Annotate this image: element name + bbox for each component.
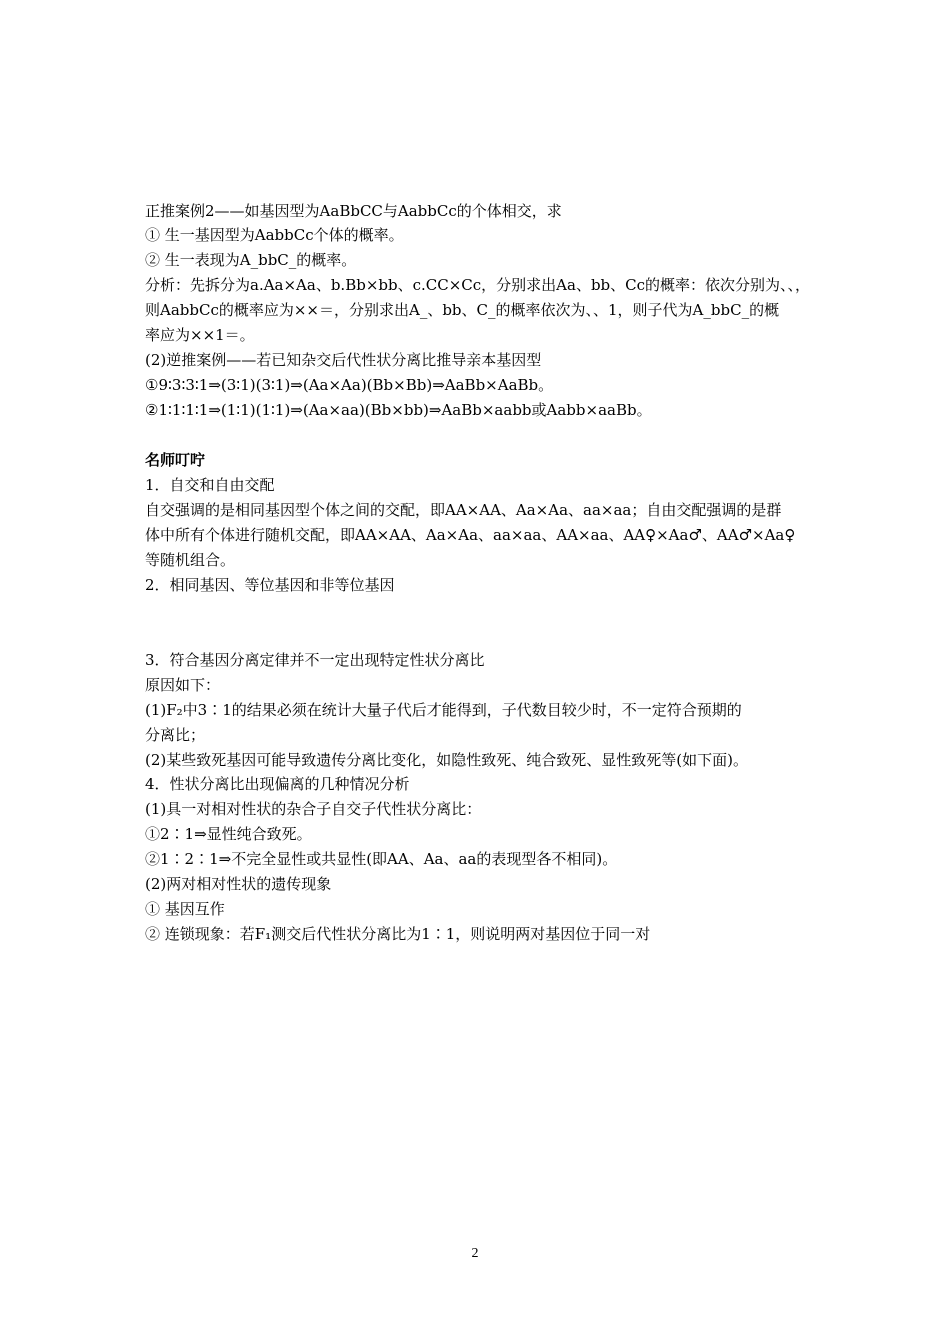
text-line: (1)F₂中3∶1的结果必须在统计大量子代后才能得到，子代数目较少时，不一定符合预期的 — [145, 701, 742, 719]
text-line: (1)具一对相对性状的杂合子自交子代性状分离比： — [145, 800, 482, 818]
text-line: 分析：先拆分为a.Aa×Aa、b.Bb×bb、c.CC×Cc，分别求出Aa、bb、Cc的概率：依次分别为、、， — [145, 276, 811, 294]
text-line: 分离比； — [145, 726, 206, 744]
text-line: 等随机组合。 — [145, 551, 236, 569]
text-line: 正推案例2——如基因型为AaBbCC与AabbCc的个体相交，求 — [145, 202, 562, 220]
text-line: ② 连锁现象：若F₁测交后代性状分离比为1∶1，则说明两对基因位于同一对 — [145, 925, 651, 943]
text-line: ②1∶1∶1∶1⇒(1∶1)(1∶1)⇒(Aa×aa)(Bb×bb)⇒AaBb×aabb或Aabb×aaBb。 — [145, 401, 652, 419]
section-heading: 名师叮咛 — [145, 451, 206, 469]
text-line: ① 生一基因型为AabbCc个体的概率。 — [145, 226, 404, 244]
text-line: 3．符合基因分离定律并不一定出现特定性状分离比 — [145, 651, 485, 669]
text-line: 1．自交和自由交配 — [145, 476, 275, 494]
text-line: 自交强调的是相同基因型个体之间的交配，即AA×AA、Aa×Aa、aa×aa；自由交配强调的是群 — [145, 501, 782, 519]
text-line: ②1∶2∶1⇒不完全显性或共显性(即AA、Aa、aa的表现型各不相同)。 — [145, 850, 618, 868]
text-line: 4．性状分离比出现偏离的几种情况分析 — [145, 775, 410, 793]
text-line: 2．相同基因、等位基因和非等位基因 — [145, 576, 395, 594]
text-line: (2)某些致死基因可能导致遗传分离比变化，如隐性致死、纯合致死、显性致死等(如下面)。 — [145, 751, 748, 769]
text-line: (2)两对相对性状的遗传现象 — [145, 875, 332, 893]
text-line: (2)逆推案例——若已知杂交后代性状分离比推导亲本基因型 — [145, 351, 542, 369]
text-line: ①9∶3∶3∶1⇒(3∶1)(3∶1)⇒(Aa×Aa)(Bb×Bb)⇒AaBb×AaBb。 — [145, 376, 554, 394]
text-line: ① 基因互作 — [145, 900, 225, 918]
text-line: 率应为××1＝。 — [145, 326, 255, 344]
text-line: ①2∶1⇒显性纯合致死。 — [145, 825, 312, 843]
text-line: 则AabbCc的概率应为××＝，分别求出A_、bb、C_的概率依次为、、1，则子代为A_bbC_的概 — [145, 301, 780, 319]
text-line: ② 生一表现为A_bbC_的概率。 — [145, 251, 357, 269]
page-number: 2 — [471, 1246, 479, 1261]
text-line: 原因如下： — [145, 676, 221, 694]
text-line: 体中所有个体进行随机交配，即AA×AA、Aa×Aa、aa×aa、AA×aa、AA♀×Aa♂、AA♂×Aa♀ — [145, 526, 796, 544]
